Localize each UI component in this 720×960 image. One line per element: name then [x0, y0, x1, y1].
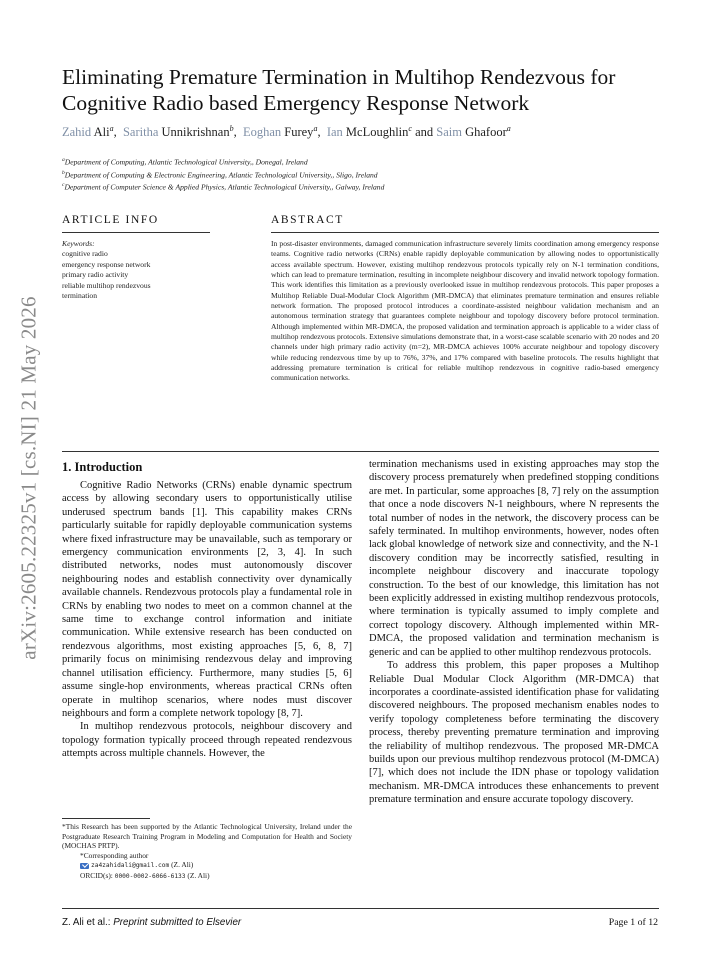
title-line-2: Cognitive Radio based Emergency Response Network — [62, 91, 530, 115]
footnote-corresponding: *Corresponding author — [80, 850, 149, 860]
article-info-rule — [62, 232, 210, 233]
author-5: Saim Ghafoor$^a$ — [436, 124, 511, 140]
footer-rule — [62, 908, 659, 909]
abstract-heading: ABSTRACT — [271, 214, 344, 226]
footer-citation: Z. Ali et al.: Preprint submitted to Elsevier — [62, 917, 242, 928]
page-number: Page 1 of 12 — [608, 917, 658, 928]
keyword-item: termination — [62, 291, 98, 301]
footnote-funding: *This Research has been supported by the Atlantic Technological University, Ireland under the Postgraduate Research Training Program in Modeling and Computation for Health and Society (MOCHAS PRTP). — [62, 822, 352, 851]
keywords-label: Keywords: — [62, 239, 95, 248]
orcid-link[interactable]: 0000-0002-6066-6133 — [114, 872, 186, 880]
footnote-email-line: za4zahidali@gmail.com (Z. Ali) — [62, 860, 352, 871]
affiliation-a: $^a$Department of Computing, Atlantic Technological University,, Donegal, Ireland — [62, 157, 308, 167]
footnote-email-link[interactable]: za4zahidali@gmail.com — [91, 862, 170, 870]
arxiv-identifier-text: arXiv:2605.22325v1 [cs.NI] 21 May 2026 — [16, 296, 41, 660]
author-1: Zahid Ali$^a$, — [62, 124, 117, 140]
keyword-item: primary radio activity — [62, 270, 129, 280]
author-2: Saritha Unnikrishnan$^b$, — [122, 124, 237, 140]
footnote-orcid-line: ORCID(s): 0000-0002-6066-6133 (Z. Ali) — [80, 870, 210, 880]
intro-paragraph-1: Cognitive Radio Networks (CRNs) enable dynamic spectrum access by allowing secondary users to opportunistically utilise underused spectrum bands [1]. This capability makes CRNs particularly suitable for rapidly deployable communication systems where fixed infrastructure may be unavailable, such as temporary or emergency communication environments [2, 3, 4]. In such distributed networks, nodes must autonomously discover neighbouring nodes and establish connectivity over dynamically available channels. Rendezvous protocols play a fundamental role in CRNs by enabling two nodes to meet on a common channel at the same time to exchange control information and initiate communication. While extensive research has been conducted on rendezvous algorithms, most existing approaches [5, 6, 8, 7] primarily focus on minimising rendezvous delay and improving channel utilisation efficiency. Furthermore, many studies [5, 6] assume single-hop environments, whereas practical CRNs often operate in multihop scenarios, where nodes must discover neighbours and form a complete network topology [8, 7]. — [62, 480, 352, 719]
footnote-rule — [62, 818, 150, 819]
right-column — [369, 458, 659, 807]
author-4: Ian McLoughlin$^c$ — [326, 124, 412, 140]
keyword-item: emergency response network — [62, 259, 151, 269]
article-info-heading: ARTICLE INFO — [62, 214, 159, 226]
section-heading-introduction: 1. Introduction — [62, 460, 143, 474]
email-icon — [80, 863, 89, 869]
footnotes — [62, 822, 352, 882]
intro-paragraph-4: To address this problem, this paper proposes a Multihop Reliable Dual Modular Clock Algorithm (MR-DMCA) that incorporates a coordinate-assisted identification phase for validating discovered neighbours. The proposed mechanism enables nodes to verify topology completeness before terminating the discovery process, thereby preventing premature termination and improving the reliability of multihop rendezvous. The proposed MR-DMCA builds upon our previous multihop rendezvous protocol (M-DMCA) [7], which does not include the IDN phase or topology validation mechanism. MR-DMCA introduces these enhancements to prevent premature termination and ensure accurate topology discovery. — [369, 660, 659, 806]
left-column — [62, 479, 352, 761]
author-list — [62, 124, 511, 140]
header-divider-rule — [62, 451, 659, 452]
keyword-item: reliable multihop rendezvous — [62, 280, 151, 290]
paper-title — [62, 64, 662, 116]
arxiv-identifier-watermark — [12, 258, 46, 698]
keyword-item: cognitive radio — [62, 249, 108, 259]
abstract-text: In post-disaster environments, damaged communication infrastructure severely limits coordination among emergency response teams. Cognitive radio networks (CRNs) enable rapidly deployable communication by allowing nodes to opportunistically access available spectrum. However, existing multihop rendezvous protocols typically rely on N-1 termination conditions, which can lead to premature termination, resulting in incomplete neighbour discovery and invalid network topology formation. This work identifies this limitation as a previously overlooked issue in multihop rendezvous protocols. This paper proposes a Multihop Reliable Dual-Modular Clock Algorithm (MR-DMCA) that eliminates premature termination and ensures reliable network formation. The proposed protocol introduces a coordinate-assisted neighbour validation mechanism and an autonomous termination strategy that guarantees complete neighbour and topology discovery before protocol termination. Although implemented within MR-DMCA, the proposed validation and termination approach is applicable to a wider class of multihop rendezvous protocols. Extensive simulations demonstrate that, in a worst-case scalable scenario with 20 nodes and 20 channels under high primary radio activity (m=2), MR-DMCA achieves 100% accurate neighbour and topology discovery while reducing rendezvous time by up to 76%, 37%, and 17% compared with baseline protocols. The results highlight that addressing premature termination is critical for reliable multihop rendezvous in cognitive radio-based emergency communication networks. — [271, 239, 659, 383]
abstract-rule — [271, 232, 659, 233]
keywords-block — [62, 239, 151, 301]
author-conjunction: and — [415, 125, 434, 140]
intro-paragraph-2: In multihop rendezvous protocols, neighbour discovery and topology formation typically proceed through repeated rendezvous attempts across multiple channels. However, the — [62, 721, 352, 760]
title-line-1: Eliminating Premature Termination in Multihop Rendezvous for — [62, 65, 616, 89]
intro-paragraph-3: termination mechanisms used in existing approaches may stop the discovery process prematurely when predefined stopping conditions are met. In particular, some approaches [8, 7] rely on the assumption that once a node discovers N-1 neighbours, where N represents the total number of nodes in the network, the discovery process can be safely terminated. In multihop environments, however, nodes often lack global knowledge of network size and connectivity, and the N-1 discovery condition may be incorrectly satisfied, resulting in incomplete neighbour discovery and inaccurate topology construction. To the best of our knowledge, this limitation has not been explicitly addressed in existing multihop rendezvous protocols, where termination is typically assumed to imply complete and correct topology discovery. Although implemented within MR-DMCA, the proposed validation and termination mechanism is generic and can be applied to other multihop rendezvous protocols. — [369, 459, 659, 658]
affiliation-c: $^c$Department of Computer Science & Applied Physics, Atlantic Technological University,, Galway, Ireland — [62, 182, 385, 192]
author-3: Eoghan Furey$^a$, — [242, 124, 321, 140]
affiliation-b: $^b$Department of Computing & Electronic Engineering, Atlantic Technological University,, Sligo, Ireland — [62, 169, 378, 180]
affiliations — [62, 155, 384, 193]
